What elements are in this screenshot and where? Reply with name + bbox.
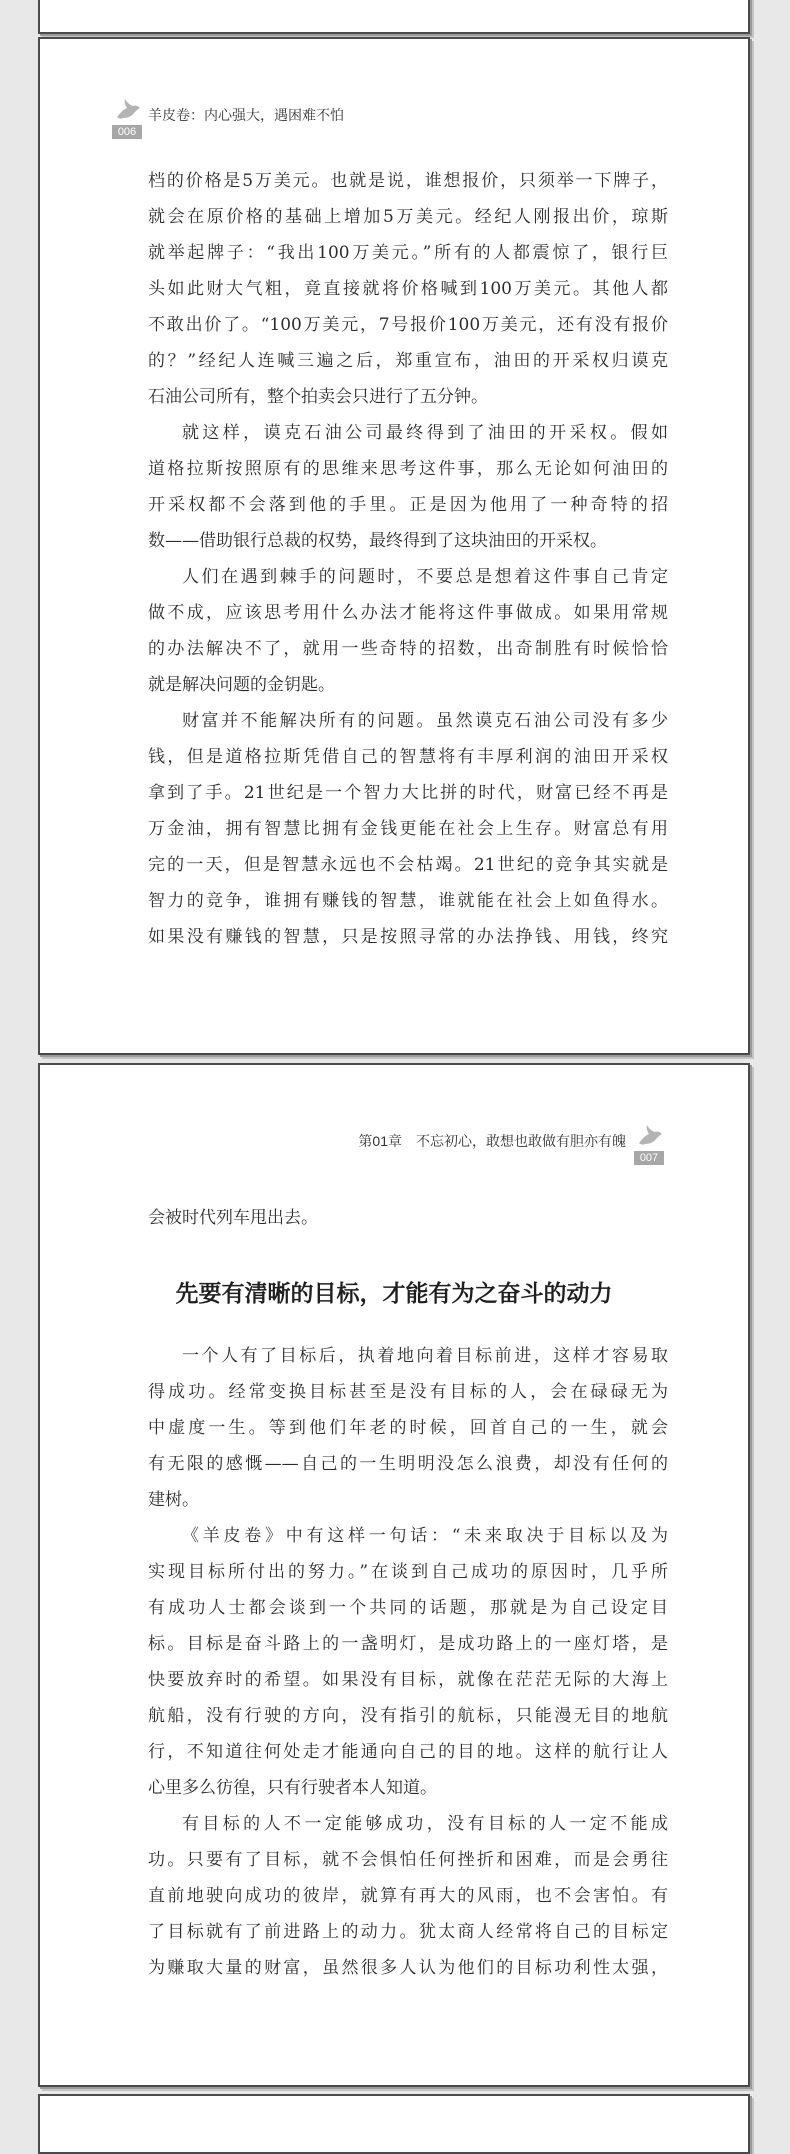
text-line: 航船，没有行驶的方向，没有指引的航标，只能漫无目的地航 — [148, 1706, 668, 1726]
header-logo — [112, 97, 142, 139]
page-header — [358, 1123, 664, 1165]
text-line: 智力的竞争，谁拥有赚钱的智慧，谁就能在社会上如鱼得水。 — [148, 891, 668, 911]
text-line: 会被时代列车甩出去。 — [148, 1208, 318, 1228]
section-heading: 先要有清晰的目标，才能有为之奋斗的动力 — [175, 1280, 613, 1307]
book-page-006 — [38, 37, 750, 1055]
text-line: 拿到了手。21世纪是一个智力大比拼的时代，财富已经不再是 — [148, 783, 668, 803]
text-line: 得成功。经常变换目标甚至是没有目标的人，会在碌碌无为 — [148, 1382, 668, 1402]
text-line: 标。目标是奋斗路上的一盏明灯，是成功路上的一座灯塔，是 — [148, 1634, 668, 1654]
text-line: 为赚取大量的财富，虽然很多人认为他们的目标功利性太强， — [148, 1958, 668, 1978]
text-line: 人们在遇到棘手的问题时，不要总是想着这件事自己肯定 — [182, 567, 668, 587]
text-line: 的办法解决不了，就用一些奇特的招数，出奇制胜有时候恰恰 — [148, 639, 668, 659]
text-line: 档的价格是5万美元。也就是说，谁想报价，只须举一下牌子， — [148, 171, 668, 191]
page-body-text — [148, 1338, 668, 1986]
text-line: 就是解决问题的金钥匙。 — [148, 675, 335, 695]
continuation-paragraph — [148, 1200, 668, 1236]
running-header-title: 羊皮卷：内心强大，遇困难不怕 — [148, 107, 344, 123]
text-line: 数——借助银行总裁的权势，最终得到了这块油田的开采权。 — [148, 531, 607, 551]
text-line: 心里多么彷徨，只有行驶者本人知道。 — [148, 1778, 437, 1798]
page-number: 006 — [112, 125, 142, 139]
text-line: 快要放弃时的希望。如果没有目标，就像在茫茫无际的大海上 — [148, 1670, 668, 1690]
text-line: 如果没有赚钱的智慧，只是按照寻常的办法挣钱、用钱，终究 — [148, 927, 668, 947]
header-logo — [634, 1123, 664, 1165]
text-line: 做不成，应该思考用什么办法才能将这件事做成。如果用常规 — [148, 603, 668, 623]
text-line: 万金油，拥有智慧比拥有金钱更能在社会上生存。财富总有用 — [148, 819, 668, 839]
text-line: 头如此财大气粗，竟直接就将价格喊到100万美元。其他人都 — [148, 279, 668, 299]
previous-page-edge — [38, 0, 750, 34]
text-line: 道格拉斯按照原有的思维来思考这件事，那么无论如何油田的 — [148, 459, 668, 479]
text-line: 功。只要有了目标，就不会惧怕任何挫折和困难，而是会勇往 — [148, 1850, 668, 1870]
text-line: 不敢出价了。“100万美元，7号报价100万美元，还有没有报价 — [148, 315, 668, 335]
text-line: 建树。 — [148, 1490, 199, 1510]
text-line: 直前地驶向成功的彼岸，就算有再大的风雨，也不会害怕。有 — [148, 1886, 668, 1906]
text-line: 有目标的人不一定能够成功，没有目标的人一定不能成 — [182, 1814, 668, 1834]
text-line: 的？”经纪人连喊三遍之后，郑重宣布，油田的开采权归谟克 — [148, 351, 668, 371]
text-line: 了目标就有了前进路上的动力。犹太商人经常将自己的目标定 — [148, 1922, 668, 1942]
text-line: 就举起牌子：“我出100万美元。”所有的人都震惊了，银行巨 — [148, 243, 668, 263]
text-line: 财富并不能解决所有的问题。虽然谟克石油公司没有多少 — [182, 711, 668, 731]
page-header — [112, 97, 344, 139]
text-line: 钱，但是道格拉斯凭借自己的智慧将有丰厚利润的油田开采权 — [148, 747, 668, 767]
text-line: 完的一天，但是智慧永远也不会枯竭。21世纪的竞争其实就是 — [148, 855, 668, 875]
page-number: 007 — [634, 1151, 664, 1165]
text-line: 就会在原价格的基础上增加5万美元。经纪人刚报出价，琼斯 — [148, 207, 668, 227]
text-line: 就这样，谟克石油公司最终得到了油田的开采权。假如 — [182, 423, 668, 443]
text-line: 石油公司所有，整个拍卖会只进行了五分钟。 — [148, 387, 488, 407]
book-page-007 — [38, 1063, 750, 2087]
text-line: 行，不知道往何处走才能通向自己的目的地。这样的航行让人 — [148, 1742, 668, 1762]
dove-icon — [636, 1123, 664, 1151]
page-body-text — [148, 163, 668, 955]
text-line: 开采权都不会落到他的手里。正是因为他用了一种奇特的招 — [148, 495, 668, 515]
running-header-title: 第01章 不忘初心，敢想也敢做有胆亦有魄 — [358, 1133, 626, 1149]
text-line: 有成功人士都会谈到一个共同的话题，那就是为自己设定目 — [148, 1598, 668, 1618]
text-line: 《羊皮卷》中有这样一句话：“未来取决于目标以及为 — [182, 1526, 668, 1546]
text-line: 实现目标所付出的努力。”在谈到自己成功的原因时，几乎所 — [148, 1562, 668, 1582]
dove-icon — [114, 97, 142, 125]
text-line: 有无限的感慨——自己的一生明明没怎么浪费，却没有任何的 — [148, 1454, 668, 1474]
text-line: 中虚度一生。等到他们年老的时候，回首自己的一生，就会 — [148, 1418, 668, 1438]
text-line: 一个人有了目标后，执着地向着目标前进，这样才容易取 — [182, 1346, 668, 1366]
next-page-edge — [38, 2094, 750, 2154]
